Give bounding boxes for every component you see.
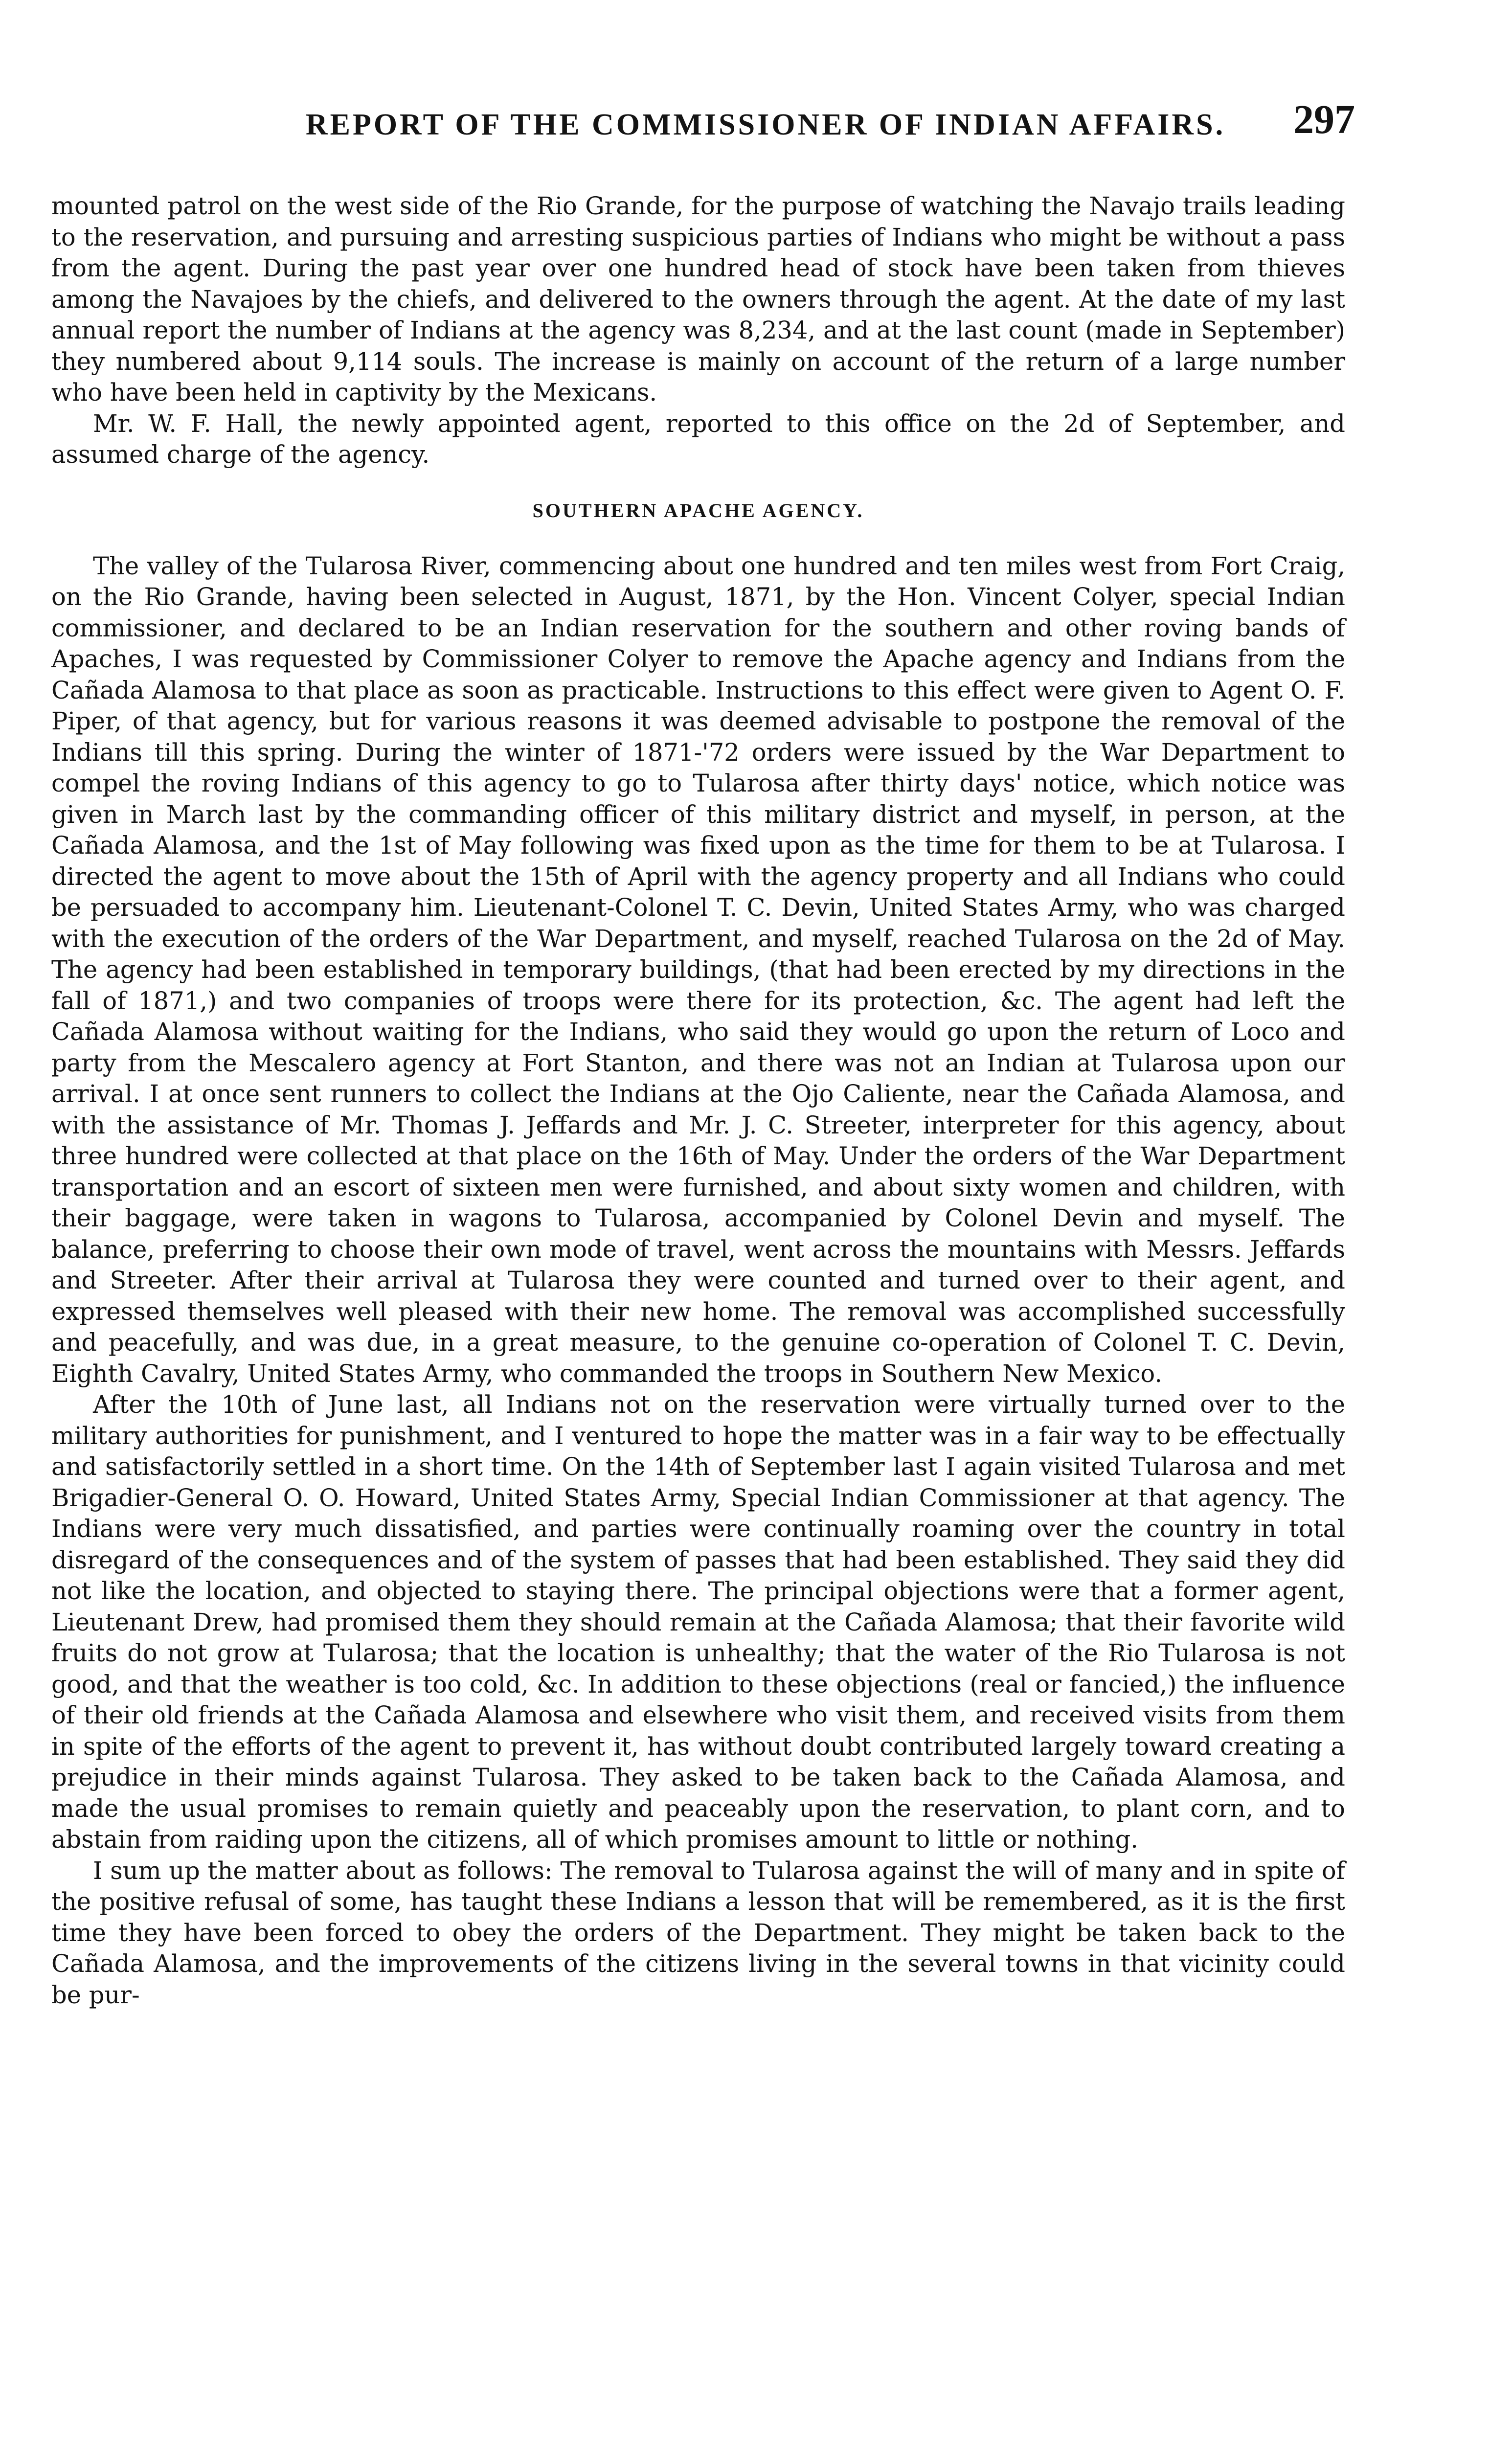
paragraph-june-military: After the 10th of June last, all Indians not on the reservation were virtually turned over to the military authorities for punishment, and I ventured to hope the matter was in a fair way to be effectually and satisfactorily settled in a short time. On the 14th of September last I again visited Tularosa and met Brigadier-General O. O. Howard, United States Army, Special Indian Commissioner at that agency. The Indians were very much dissatisfied, and parties were continually roaming over the country in total disregard of the consequences and of the system of passes that had been established. They said they did not like the location, and objected to staying there. The principal objections were that a former agent, Lieutenant Drew, had promised them they should remain at the Cañada Alamosa; that their favorite wild fruits do not grow at Tularosa; that the location is unhealthy; that the water of the Rio Tularosa is not good, and that the weather is too cold, &c. In addition to these objections (real or fancied,) the influence of their old friends at the Cañada Alamosa and elsewhere who visit them, and received visits from them in spite of the efforts of the agent to prevent it, has without doubt contributed largely toward creating a prejudice in their minds against Tularosa. They asked to be taken back to the Cañada Alamosa, and made the usual promises to remain quietly and peaceably upon the reservation, to plant corn, and to abstain from raiding upon the citizens, all of which promises amount to little or nothing. xyxy=(51,1390,1345,1854)
paragraph-tularosa-valley: The valley of the Tularosa River, commencing about one hundred and ten miles west from Fort Craig, on the Rio Grande, having been selected in August, 1871, by the Hon. Vincent Colyer, special Indian commissioner, and declared to be an Indian reservation for the southern and other roving bands of Apaches, I was requested by Commissioner Colyer to remove the Apache agency and Indians from the Cañada Alamosa to that place as soon as practicable. Instructions to this effect were given to Agent O. F. Piper, of that agency, but for various reasons it was deemed advisable to postpone the removal of the Indians till this spring. During the winter of 1871-'72 orders were issued by the War Department to compel the roving Indians of this agency to go to Tularosa after thirty days' notice, which notice was given in March last by the commanding officer of this military district and myself, in person, at the Cañada Alamosa, and the 1st of May following was fixed upon as the time for them to be at Tularosa. I directed the agent to move about the 15th of April with the agency property and all Indians who could be persuaded to accompany him. Lieutenant-Colonel T. C. Devin, United States Army, who was charged with the execution of the orders of the War Department, and myself, reached Tularosa on the 2d of May. The agency had been established in temporary buildings, (that had been erected by my directions in the fall of 1871,) and two companies of troops were there for its protection, &c. The agent had left the Cañada Alamosa without waiting for the Indians, who said they would go upon the return of Loco and party from the Mescalero agency at Fort Stanton, and there was not an Indian at Tularosa upon our arrival. I at once sent runners to collect the Indians at the Ojo Caliente, near the Cañada Alamosa, and with the assistance of Mr. Thomas J. Jeffards and Mr. J. C. Streeter, interpreter for this agency, about three hundred were collected at that place on the 16th of May. Under the orders of the War Department transportation and an escort of sixteen men were furnished, and about sixty women and children, with their baggage, were taken in wagons to Tularosa, accompanied by Colonel Devin and myself. The balance, preferring to choose their own mode of travel, went across the mountains with Messrs. Jeffards and Streeter. After their arrival at Tularosa they were counted and turned over to their agent, and expressed themselves well pleased with their new home. The removal was accomplished successfully and peacefully, and was due, in a great measure, to the genuine co-operation of Colonel T. C. Devin, Eighth Cavalry, United States Army, who commanded the troops in Southern New Mexico. xyxy=(51,551,1345,1388)
section-heading: SOUTHERN APACHE AGENCY. xyxy=(532,499,864,521)
body-text xyxy=(51,191,1345,2011)
page-number: 297 xyxy=(1293,97,1355,142)
paragraph-summary: I sum up the matter about as follows: The removal to Tularosa against the will of many and in spite of the positive refusal of some, has taught these Indians a lesson that will be remembered, as it is the first time they have been forced to obey the orders of the Department. They might be taken back to the Cañada Alamosa, and the improvements of the citizens living in the several towns in that vicinity could be pur- xyxy=(51,1856,1345,2009)
paragraph-continued: mounted patrol on the west side of the Rio Grande, for the purpose of watching the Navajo trails leading to the reservation, and pursuing and arresting suspicious parties of Indians who might be without a pass from the agent. During the past year over one hundred head of stock have been taken from thieves among the Navajoes by the chiefs, and delivered to the owners through the agent. At the date of my last annual report the number of Indians at the agency was 8,234, and at the last count (made in September) they numbered about 9,114 souls. The increase is mainly on account of the return of a large number who have been held in captivity by the Mexicans. xyxy=(51,192,1345,407)
paragraph-hall-appointment: Mr. W. F. Hall, the newly appointed agent, reported to this office on the 2d of September, and assumed charge of the agency. xyxy=(51,409,1345,469)
running-head-title: REPORT OF THE COMMISSIONER OF INDIAN AFFAIRS. xyxy=(305,108,1226,141)
